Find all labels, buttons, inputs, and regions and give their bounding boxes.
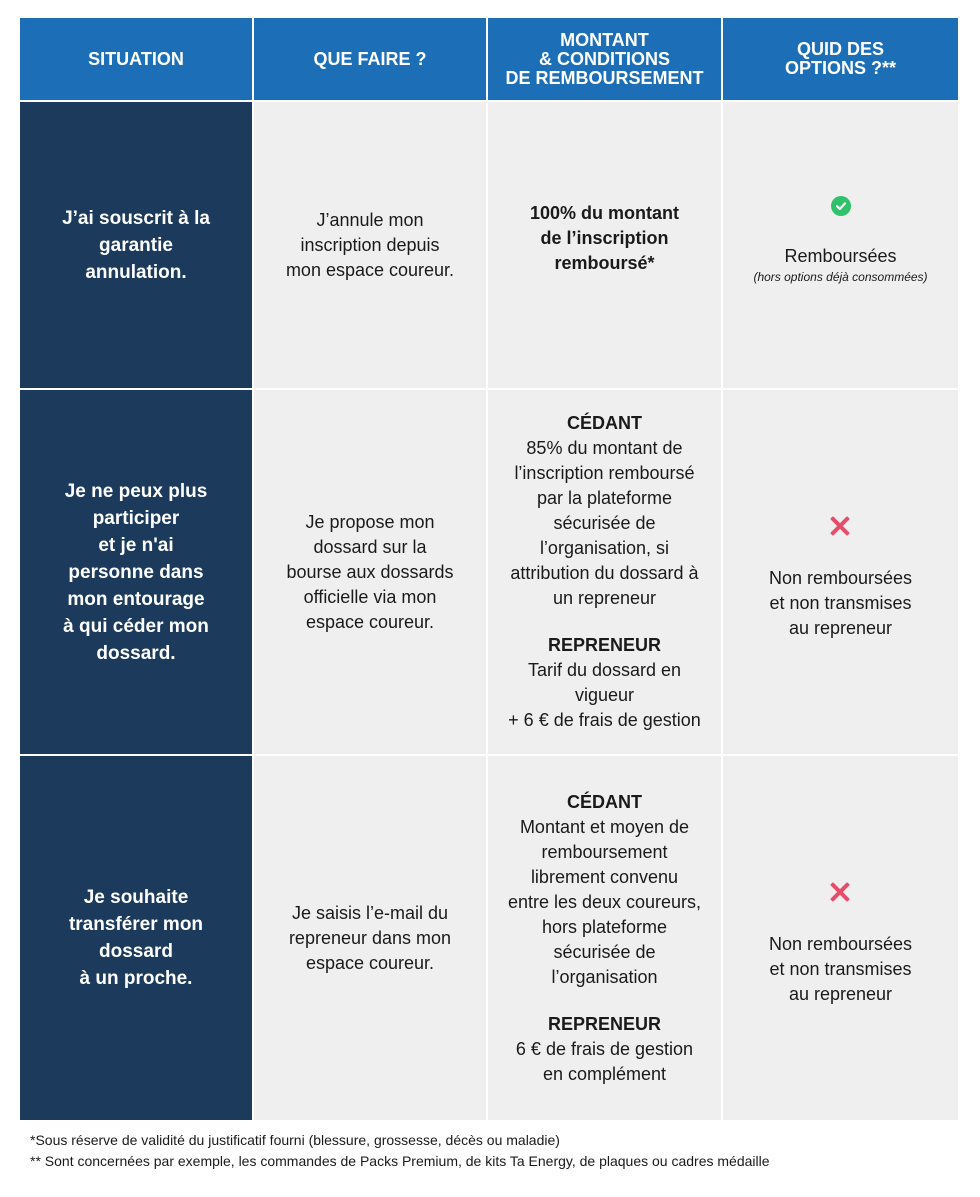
table-row: [20, 100, 958, 388]
footnotes: [30, 1130, 770, 1172]
footnote-2: ** Sont concernées par exemple, les commandes de Packs Premium, de kits Ta Energy, de plaques ou cadres médaille: [30, 1153, 770, 1169]
table-header-row: [20, 18, 958, 100]
amount-text: 100% du montant de l’inscription remboursé*: [529, 202, 680, 273]
options-text: Remboursées: [784, 245, 897, 266]
action-cell: J’annule mon inscription depuis mon espace coureur.: [254, 102, 488, 388]
options-text: Non remboursées et non transmises au repreneur: [768, 567, 913, 638]
header-options: QUID DES OPTIONS ?**: [723, 18, 958, 100]
cedant-label: CÉDANT: [566, 791, 642, 812]
header-montant: MONTANT & CONDITIONS DE REMBOURSEMENT: [488, 18, 723, 100]
table-row: [20, 754, 958, 1120]
cross-icon: [828, 514, 852, 538]
header-que-faire: QUE FAIRE ?: [254, 18, 488, 100]
header-situation: SITUATION: [20, 18, 254, 100]
repreneur-text: 6 € de frais de gestion en complément: [515, 1038, 694, 1084]
amount-cell: [488, 756, 723, 1120]
options-note: (hors options déjà consommées): [753, 269, 928, 284]
action-cell: Je saisis l’e-mail du repreneur dans mon espace coureur.: [254, 756, 488, 1120]
cedant-text: 85% du montant de l’inscription remboursé par la plateforme sécurisée de l’organisation, si attribution du dossard à un repreneur: [510, 438, 699, 608]
check-circle-icon: [831, 196, 851, 216]
amount-cell: [488, 390, 723, 754]
options-cell: [723, 102, 958, 388]
amount-cell: [488, 102, 723, 388]
situation-cell: Je ne peux plus participer et je n'ai personne dans mon entourage à qui céder mon dossard.: [20, 390, 254, 754]
cedant-label: CÉDANT: [566, 413, 642, 433]
options-cell: [723, 390, 958, 754]
situation-cell: J’ai souscrit à la garantie annulation.: [20, 102, 254, 388]
footnote-1: *Sous réserve de validité du justificatif fourni (blessure, grossesse, décès ou maladie): [30, 1132, 560, 1148]
repreneur-text: Tarif du dossard en vigueur + 6 € de frais de gestion: [508, 660, 701, 730]
action-cell: Je propose mon dossard sur la bourse aux dossards officielle via mon espace coureur.: [254, 390, 488, 754]
cedant-text: Montant et moyen de remboursement librement convenu entre les deux coureurs, hors plateforme sécurisée de l’organisation: [507, 816, 702, 987]
options-cell: [723, 756, 958, 1120]
table-row: [20, 388, 958, 754]
cross-icon: [828, 880, 852, 904]
repreneur-label: REPRENEUR: [547, 635, 661, 655]
situation-cell: Je souhaite transférer mon dossard à un proche.: [20, 756, 254, 1120]
repreneur-label: REPRENEUR: [547, 1013, 661, 1034]
reimbursement-table: [20, 18, 958, 1120]
options-text: Non remboursées et non transmises au repreneur: [768, 933, 913, 1004]
